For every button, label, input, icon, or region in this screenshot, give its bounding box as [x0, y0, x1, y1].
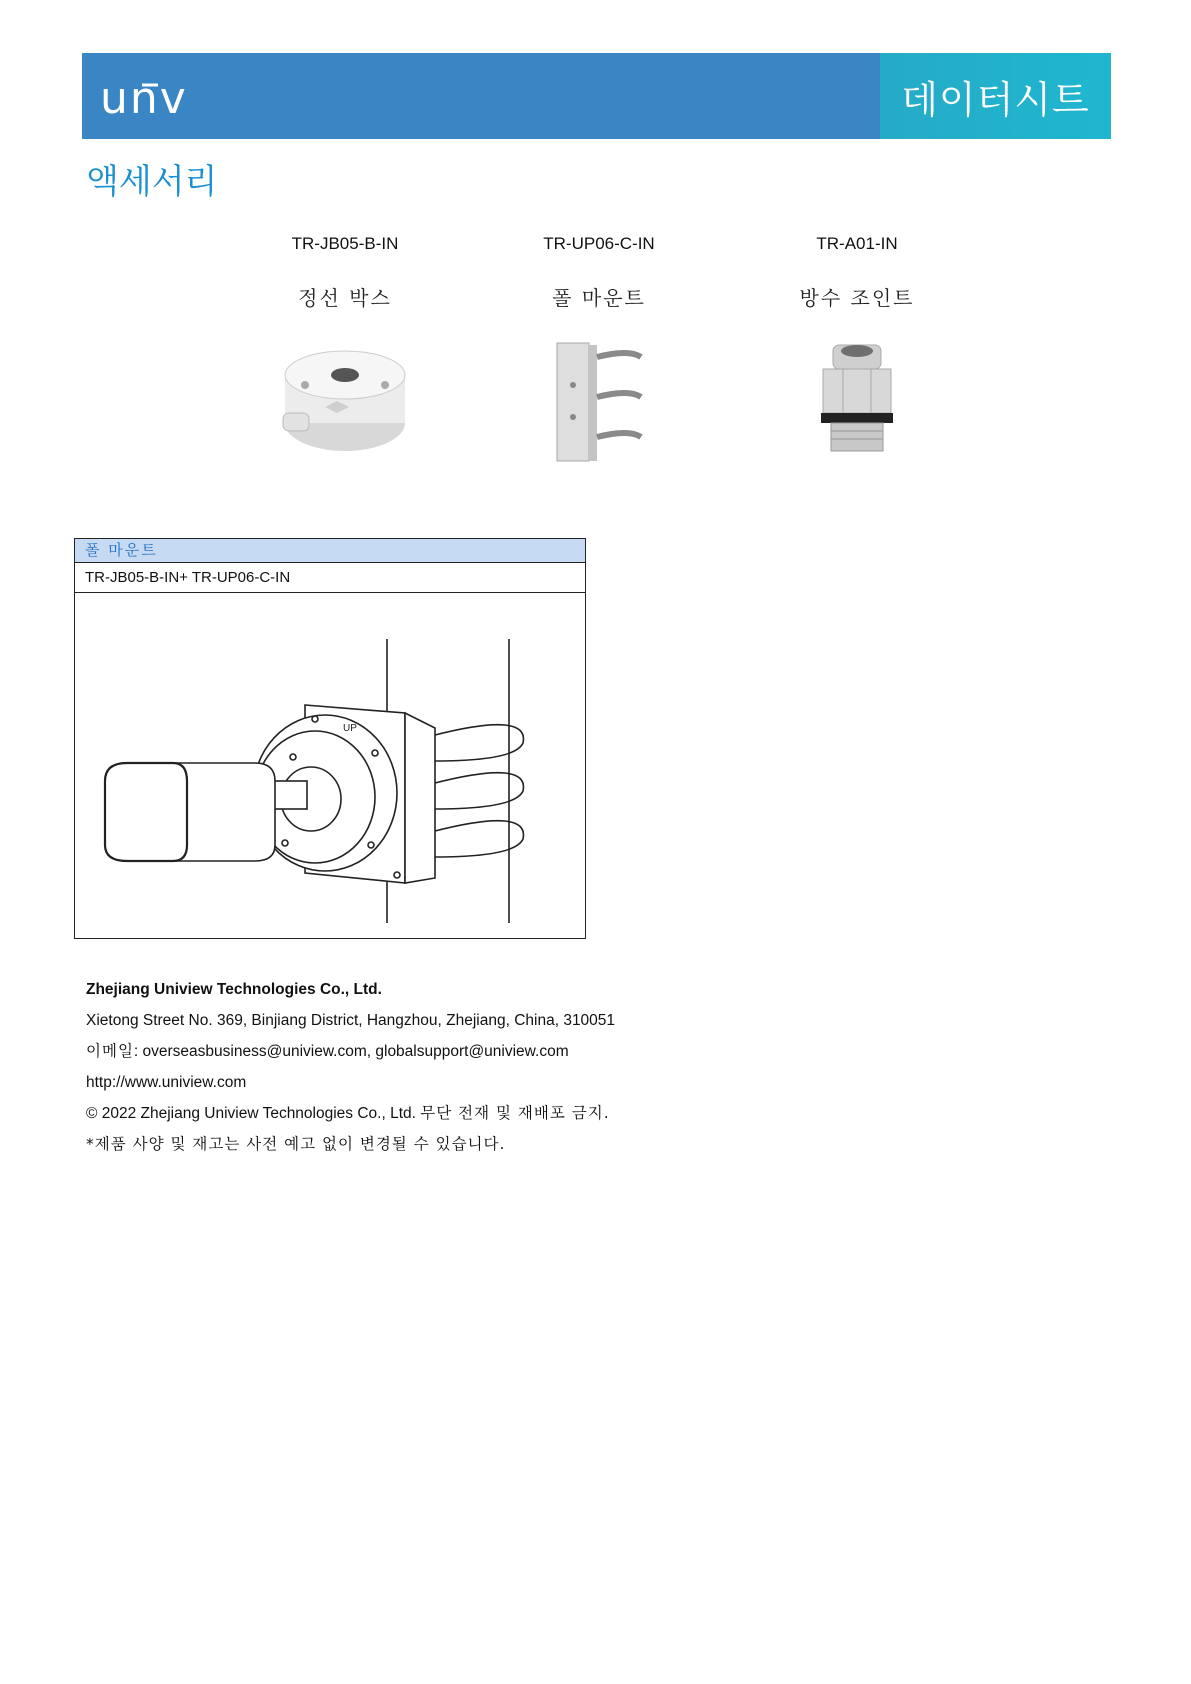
accessory-model: TR-A01-IN: [816, 234, 898, 253]
accessory-item: [737, 234, 977, 469]
logo-text: unv: [100, 73, 188, 121]
pole-mount-installation-diagram: [75, 593, 584, 937]
doc-type-tab: [880, 53, 1111, 139]
accessory-name: 폴 마운트: [552, 286, 646, 310]
junction-box-icon: [275, 335, 415, 465]
company-footer: [86, 974, 886, 1160]
pole-mount-diagram-box: [74, 538, 586, 939]
copyright-kr: 무단 전재 및 재배포 금지.: [420, 1104, 610, 1122]
accessory-model: TR-JB05-B-IN: [291, 234, 399, 253]
company-website[interactable]: http://www.uniview.com: [86, 1074, 247, 1091]
diagram-combo: TR-JB05-B-IN+ TR-UP06-C-IN: [75, 563, 585, 593]
diagram-header: 폴 마운트: [75, 539, 585, 563]
unv-logo: [100, 73, 204, 121]
accessory-item: [225, 234, 465, 469]
accessory-item: [479, 234, 719, 469]
doc-type-label: 데이터시트: [901, 77, 1090, 122]
accessory-model: TR-UP06-C-IN: [543, 234, 655, 253]
email-addresses: : overseasbusiness@uniview.com, globalsupport@uniview.com: [133, 1043, 569, 1060]
accessory-name: 정선 박스: [298, 286, 392, 310]
up-label: UP: [343, 723, 357, 734]
company-name: Zhejiang Uniview Technologies Co., Ltd.: [86, 981, 382, 998]
company-email: [86, 1036, 886, 1067]
header-banner: [82, 53, 1111, 139]
spec-notice: *제품 사양 및 재고는 사전 예고 없이 변경될 수 있습니다.: [86, 1135, 506, 1153]
copyright: [86, 1098, 886, 1129]
pole-mount-icon: [529, 335, 669, 465]
copyright-en: © 2022 Zhejiang Uniview Technologies Co., Ltd.: [86, 1105, 421, 1122]
email-label: 이메일: [86, 1042, 134, 1060]
company-address: Xietong Street No. 369, Binjiang District, Hangzhou, Zhejiang, China, 310051: [86, 1012, 616, 1029]
accessory-name: 방수 조인트: [799, 286, 915, 310]
section-title: 액세서리: [86, 162, 218, 202]
waterproof-joint-icon: [787, 335, 927, 465]
